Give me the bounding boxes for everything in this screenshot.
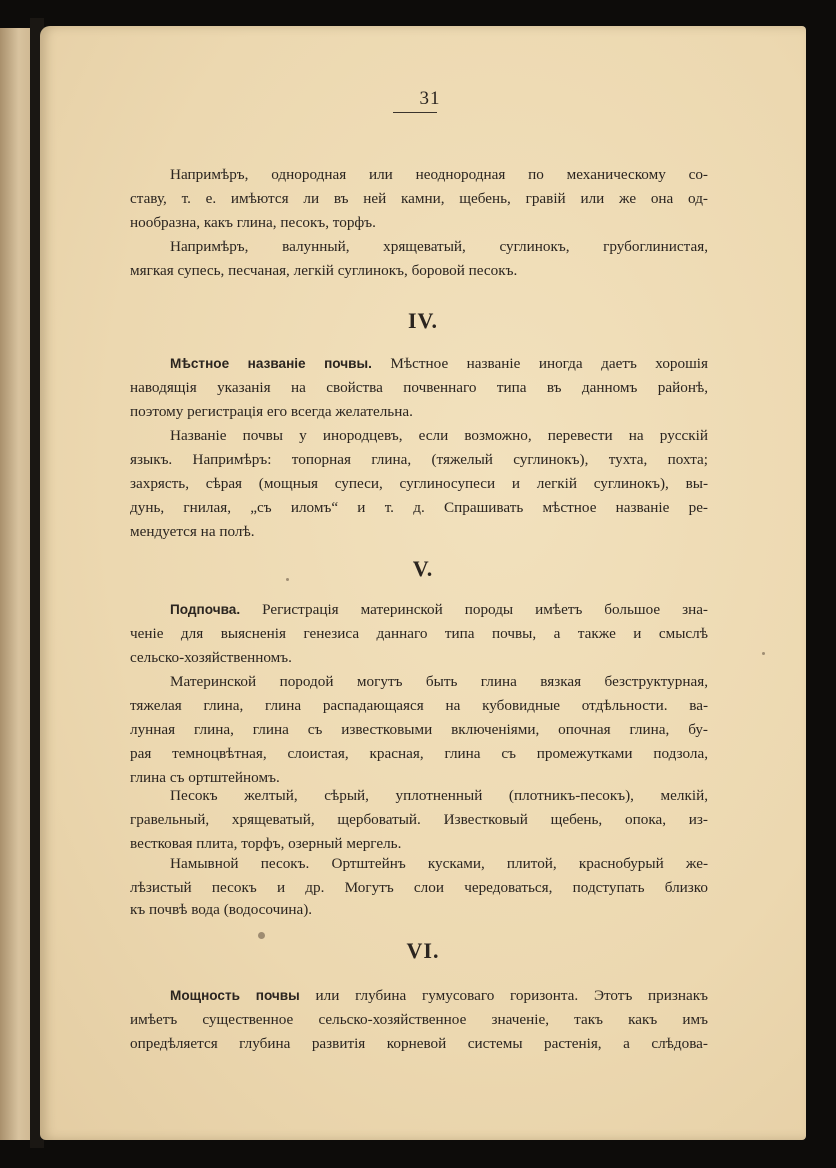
run-in-heading: Подпочва. (170, 602, 241, 617)
text-line (170, 598, 708, 622)
text-line: захрясть, сѣрая (мощныя супеси, суглиносупеси и легкій суглинокъ), вы- (130, 475, 708, 492)
text-line: гравельный, хрящеватый, щербоватый. Известковый щебень, опока, из- (130, 811, 708, 828)
book-page (40, 26, 806, 1140)
text-line: глина съ ортштейномъ. (130, 769, 280, 786)
text-run: или глубина гумусоваго горизонта. Этотъ признакъ (315, 987, 708, 1004)
page-number: 31 (419, 88, 441, 109)
paper-speck (286, 578, 289, 581)
text-line: опредѣляется глубина развитія корневой системы растенія, а слѣдова- (130, 1035, 708, 1052)
facing-page-edge (0, 28, 34, 1140)
text-line: ставу, т. е. имѣются ли въ ней камни, щебень, гравій или же она од- (130, 190, 708, 207)
text-line: Напримѣръ, однородная или неоднородная по механическому со- (170, 166, 708, 183)
text-line: къ почвѣ вода (водосочина). (130, 901, 313, 918)
section-heading-vi: VI. (406, 938, 440, 963)
text-line: Материнской породой могутъ быть глина вязкая безструктурная, (170, 673, 708, 690)
paper-speck (762, 652, 765, 655)
text-line: лѣзистый песокъ и др. Могутъ слои чередоваться, подступать близко (130, 879, 708, 896)
page-number-rule (393, 112, 437, 113)
text-line: Намывной песокъ. Ортштейнъ кусками, плитой, краснобурый же- (170, 855, 708, 872)
run-in-heading: Мощность почвы (170, 988, 300, 1003)
text-line: мендуется на полѣ. (130, 523, 255, 540)
text-line: вестковая плита, торфъ, озерный мергель. (130, 835, 402, 852)
text-line: тяжелая глина, глина распадающаяся на кубовидные отдѣльности. ва- (130, 697, 708, 714)
text-run: Регистрація материнской породы имѣетъ большое зна- (262, 601, 708, 618)
text-line: поэтому регистрація его всегда желательна. (130, 403, 413, 420)
text-line: Напримѣръ, валунный, хрящеватый, суглинокъ, грубоглинистая, (170, 238, 708, 255)
text-line: Названіе почвы у инородцевъ, если возможно, перевести на русскій (170, 427, 708, 444)
section-heading-iv: IV. (407, 308, 439, 333)
text-line: мягкая супесь, песчаная, легкій суглинокъ, боровой песокъ. (130, 262, 518, 279)
text-line: рая темноцвѣтная, слоистая, красная, глина съ промежутками подзола, (130, 745, 708, 762)
text-line (170, 352, 708, 376)
text-line: языкъ. Напримѣръ: топорная глина, (тяжелый суглинокъ), тухта, похта; (130, 451, 708, 468)
run-in-heading: Мѣстное названіе почвы. (170, 356, 372, 371)
text-line (170, 984, 708, 1008)
text-line: Песокъ желтый, сѣрый, уплотненный (плотникъ-песокъ), мелкій, (170, 787, 708, 804)
text-run: Мѣстное названіе иногда даетъ хорошія (390, 355, 708, 372)
section-heading-v: V. (412, 556, 434, 581)
text-line: лунная глина, глина съ известковыми включеніями, опочная глина, бу- (130, 721, 708, 738)
text-line: сельско-хозяйственномъ. (130, 649, 292, 666)
text-line: имѣетъ существенное сельско-хозяйственное значеніе, такъ какъ имъ (130, 1011, 708, 1028)
text-line: нообразна, какъ глина, песокъ, торфъ. (130, 214, 376, 231)
text-line: дунь, гнилая, „съ иломъ“ и т. д. Спрашивать мѣстное названіе ре- (130, 499, 708, 516)
paper-speck (258, 932, 265, 939)
text-line: наводящія указанія на свойства почвеннаго типа въ данномъ районѣ, (130, 379, 708, 396)
text-line: ченіе для выясненія генезиса даннаго типа почвы, а также и смыслѣ (130, 625, 708, 642)
